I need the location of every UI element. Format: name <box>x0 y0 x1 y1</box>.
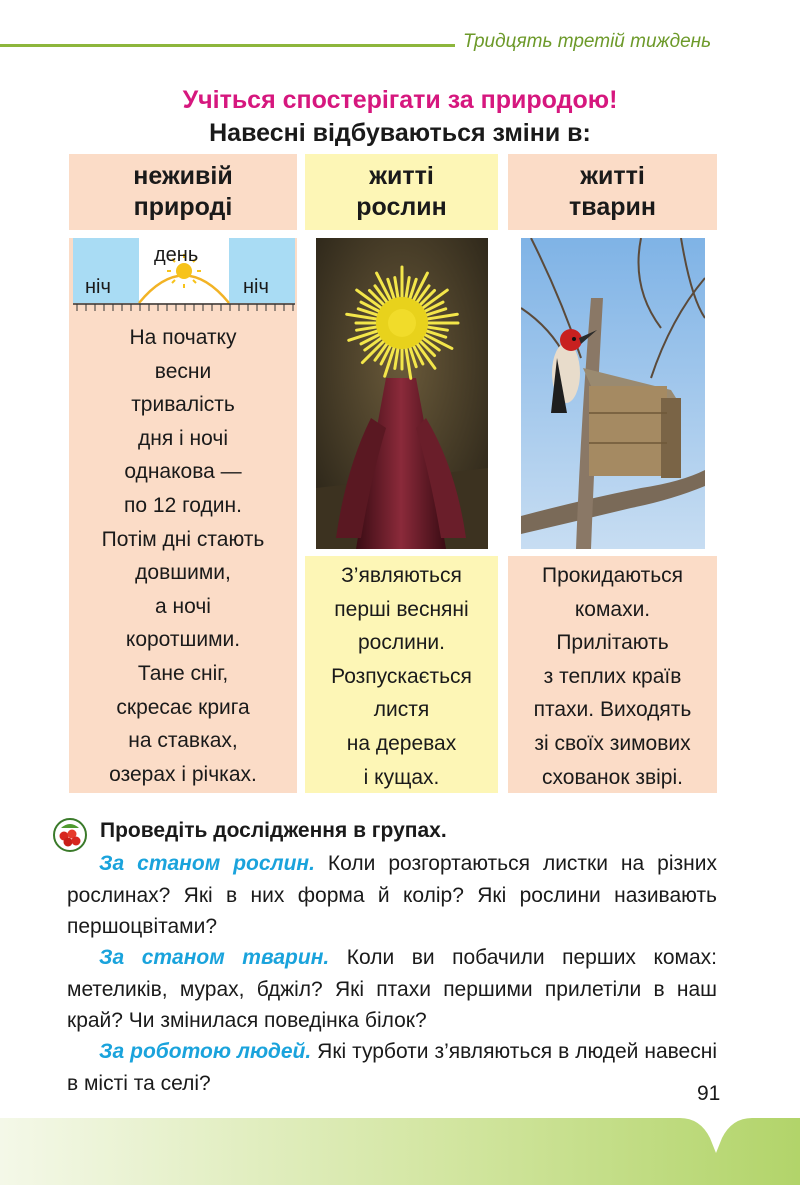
task-item-lead: За станом рослин. <box>99 852 315 875</box>
page-title: Учіться спостерігати за природою! <box>182 86 618 114</box>
column-text-line: Прилітають <box>556 631 669 655</box>
footer-band <box>0 1118 800 1185</box>
column-text-line: на ставках, <box>128 729 238 753</box>
berries-icon <box>53 818 87 852</box>
page-number: 91 <box>697 1082 721 1105</box>
column-header-line: рослин <box>356 193 447 221</box>
column-text-line: зі своїх зимових <box>534 731 691 755</box>
column-header-nonliving <box>69 154 297 230</box>
column-text-line: Розпускається <box>331 664 472 688</box>
column-text-animals <box>508 559 717 794</box>
day-night-diagram <box>73 238 295 316</box>
column-header-line: житті <box>580 162 645 190</box>
column-text-line: На початку <box>129 326 237 349</box>
task-item-text: Які турботи з’являються в людей навесні в місті та селі? <box>67 1040 717 1095</box>
column-text-line: скресає крига <box>116 695 250 719</box>
task-item-plants <box>67 848 717 943</box>
column-text-line: Потім дні стають <box>101 527 265 551</box>
column-text-line: озерах і річках. <box>109 762 257 786</box>
column-text-line: листя <box>373 698 430 722</box>
header-rule <box>0 44 455 47</box>
column-text-line: на деревах <box>346 731 457 755</box>
night-label-right: ніч <box>243 276 269 298</box>
day-label: день <box>154 244 199 266</box>
column-header-line: тварин <box>569 193 656 221</box>
woodpecker-birdhouse-photo <box>521 238 705 549</box>
column-text-nonliving <box>69 321 297 791</box>
week-label: Тридцять третій тиждень <box>463 31 712 52</box>
coltsfoot-photo <box>316 238 488 549</box>
column-header-plants <box>305 154 498 230</box>
column-text-line: весни <box>154 359 212 383</box>
task-item-animals <box>67 942 717 1037</box>
column-header-line: природі <box>133 193 233 221</box>
task-heading: Проведіть дослідження в групах. <box>100 819 447 842</box>
column-text-line: птахи. Виходять <box>533 698 692 722</box>
column-text-line: схованок звірі. <box>542 765 683 789</box>
column-text-line: Прокидаються <box>541 564 684 587</box>
column-text-plants <box>305 559 498 794</box>
column-text-line: а ночі <box>155 594 211 618</box>
column-header-line: житті <box>369 162 434 190</box>
column-text-line: коротшими. <box>125 628 241 652</box>
column-text-line: довшими, <box>135 561 231 585</box>
column-text-line: з теплих країв <box>543 664 682 688</box>
column-text-line: Тане сніг, <box>137 661 229 685</box>
task-item-text: Коли ви побачили перших комах: метеликів, мурах, бджіл? Які птахи першими прилетіли в наш край? Чи змінилася поведінка білок? <box>67 946 717 1032</box>
task-item-text: Коли розгортаються листки на різних рослинах? Які в них форма й колір? Які рослини називають першоцвітами? <box>67 852 717 938</box>
task-item-people <box>67 1036 717 1099</box>
column-text-line: по 12 годин. <box>124 493 242 517</box>
column-text-line: З’являються <box>341 564 462 587</box>
column-text-line: тривалість <box>131 393 235 417</box>
task-item-lead: За роботою людей. <box>99 1040 312 1063</box>
column-header-animals <box>508 154 717 230</box>
column-header-line: неживій <box>133 162 233 190</box>
column-text-line: однакова — <box>124 460 242 484</box>
column-text-line: комахи. <box>574 597 651 621</box>
column-text-line: рослини. <box>357 631 445 655</box>
task-item-lead: За станом тварин. <box>99 946 330 969</box>
column-text-line: і кущах. <box>363 765 440 789</box>
column-text-line: перші весняні <box>334 597 469 621</box>
night-label-left: ніч <box>85 276 111 298</box>
column-text-line: дня і ночі <box>138 426 228 450</box>
page-subtitle: Навесні відбуваються зміни в: <box>209 119 591 147</box>
